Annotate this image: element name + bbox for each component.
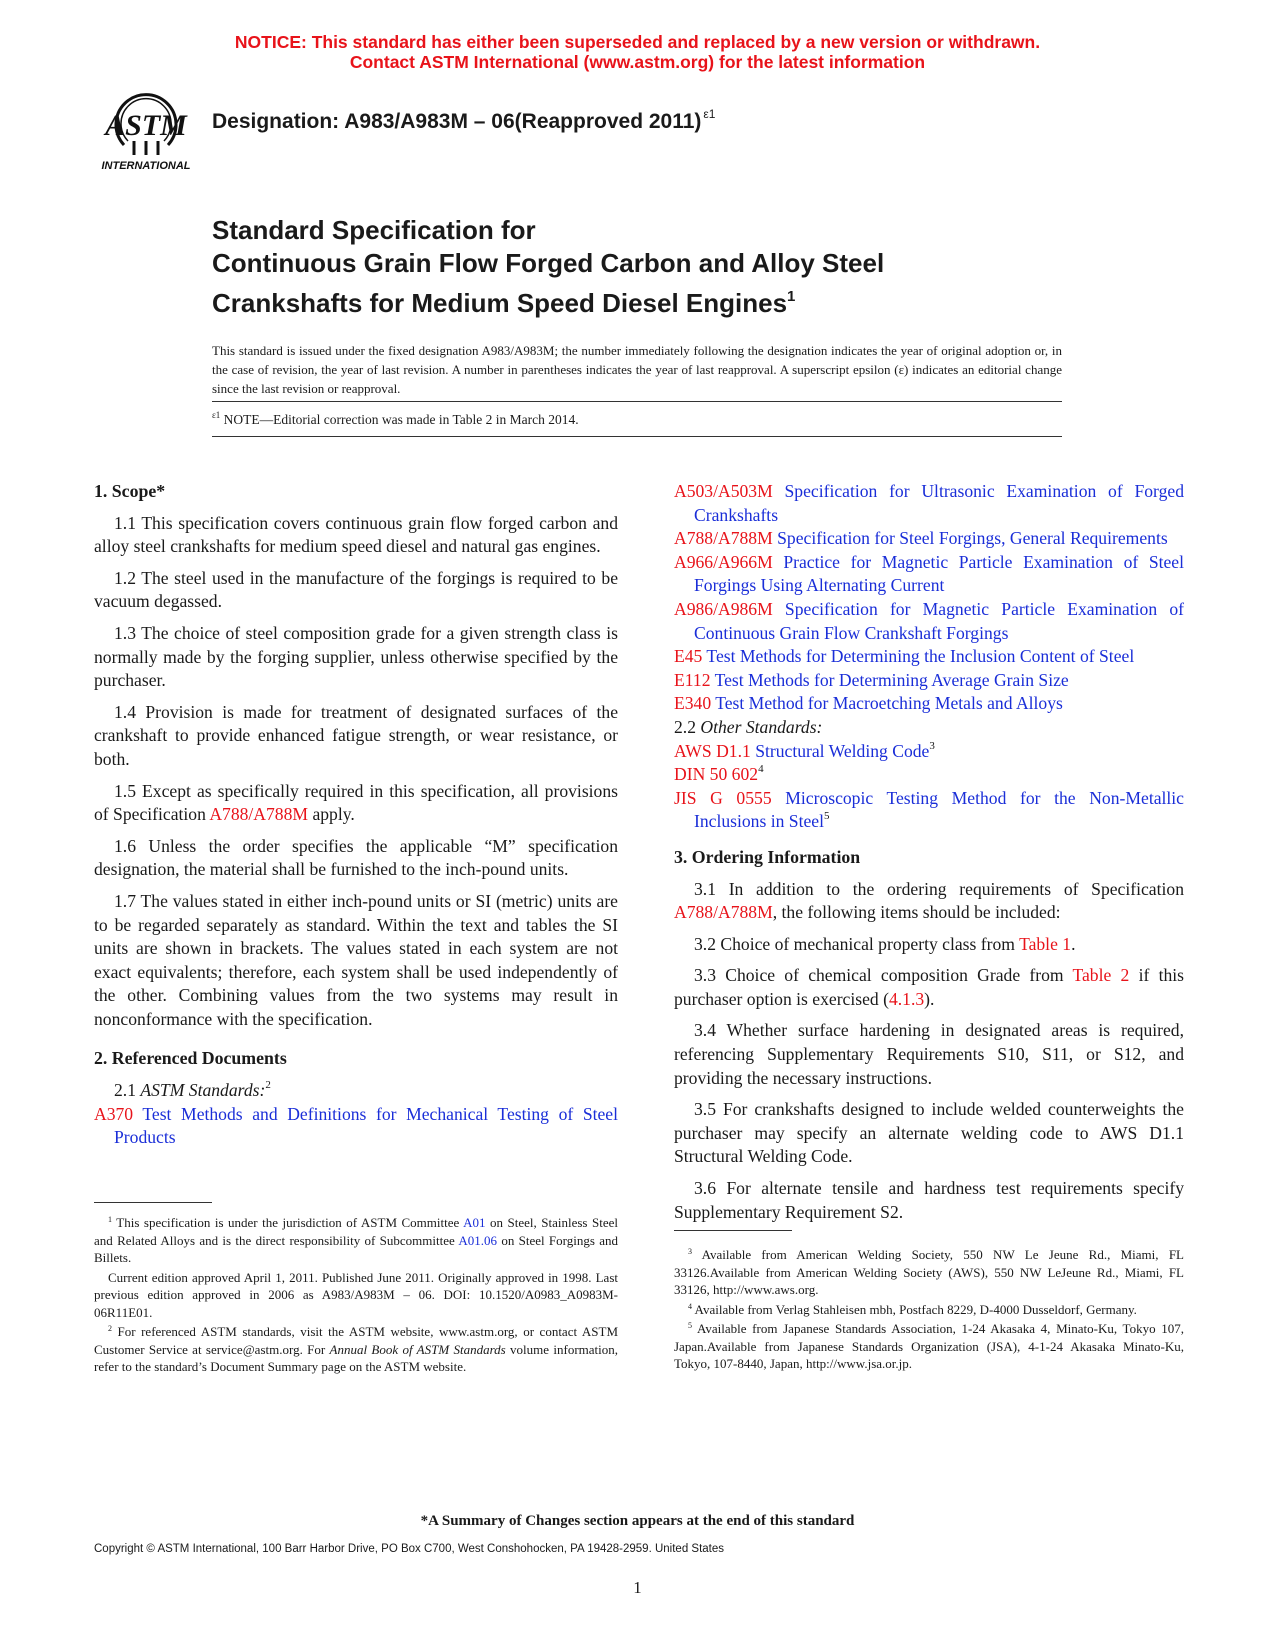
ref-jis: JIS G 0555 Microscopic Testing Method for the Non-Metallic Inclusions in Steel$^5$ xyxy=(674,787,1184,832)
ref-a370 xyxy=(94,1103,618,1150)
ref-title-link[interactable]: Specification for Magnetic Particle Examination of Continuous Grain Flow Crankshaft Forgings xyxy=(694,598,1184,643)
rule-bottom xyxy=(212,436,1062,437)
link-a370-title[interactable]: Test Methods and Definitions for Mechanical Testing of Steel Products xyxy=(114,1103,618,1148)
link-a788-ordering[interactable]: A788/A788M xyxy=(674,902,773,923)
title-line-1: Standard Specification for xyxy=(212,215,536,245)
footnotes-right xyxy=(674,1246,1184,1375)
section-ordering-heading: 3. Ordering Information xyxy=(674,846,861,867)
footnote-2: $^2$ For referenced ASTM standards, visit the ASTM website, www.astm.org, or contact ASTM Customer Service at service@astm.org. For Annual Book of ASTM Standards volume information, refer to the standard’s Document Summary page on the ASTM website. xyxy=(94,1324,619,1374)
para-1-7: 1.7 The values stated in either inch-pound units or SI (metric) units are to be regarded separately as standard. Within the text and tables the SI units are shown in brackets. The values stated in each system are not exact equivalents; therefore, each system shall be used independently of the other. Combining values from the two systems may result in nonconformance with the specification. xyxy=(94,890,618,1029)
rule-top xyxy=(212,401,1062,402)
link-aws-title[interactable]: Structural Welding Code xyxy=(750,740,930,761)
designation: Designation: A983/A983M – 06(Reapproved 2011) $^{\varepsilon 1}$ xyxy=(212,107,716,133)
ref-item xyxy=(674,692,1184,716)
para-1-5: 1.5 Except as specifically required in this specification, all provisions of Specification A788/A788M apply. xyxy=(94,780,618,825)
link-table-2[interactable]: Table 2 xyxy=(1072,965,1130,986)
logo-international-text: INTERNATIONAL xyxy=(101,160,191,172)
ref-aws: AWS D1.1 Structural Welding Code$^3$ xyxy=(674,739,935,761)
notice-line-2: Contact ASTM International (www.astm.org) for the latest information xyxy=(349,52,926,72)
section-scope-heading: 1. Scope* xyxy=(94,481,166,501)
footnote-1-edition: Current edition approved April 1, 2011. Published June 2011. Originally approved in 1998. Last previous edition approved in 2006 as A983/A983M – 06. DOI: 10.1520/A0983_A0983M-06R11E01. xyxy=(94,1269,618,1320)
left-column xyxy=(94,480,618,1150)
ref-item xyxy=(674,551,1184,598)
footnote-rule-left xyxy=(94,1202,212,1203)
copyright-line: Copyright © ASTM International, 100 Barr Harbor Drive, PO Box C700, West Conshohocken, PA 19428-2959. United States xyxy=(94,1543,725,1555)
notice-line-1: NOTICE: This standard has either been superseded and replaced by a new version or withdrawn. xyxy=(234,32,1041,52)
ref-code-link[interactable]: A986/A986M xyxy=(674,598,773,619)
para-1-6: 1.6 Unless the order specifies the applicable “M” specification designation, the material shall be furnished to the inch-pound units. xyxy=(94,835,618,880)
ref-item xyxy=(674,480,1184,527)
ref-title-link[interactable]: Specification for Ultrasonic Examination of Forged Crankshafts xyxy=(694,481,1184,525)
astm-logo xyxy=(94,83,198,175)
para-1-2: 1.2 The steel used in the manufacture of the forgings is required to be vacuum degassed. xyxy=(94,567,618,612)
footnote-4: $^4$ Available from Verlag Stahleisen mbh, Postfach 8229, D-4000 Dusseldorf, Germany. xyxy=(688,1301,1137,1317)
title-line-2: Continuous Grain Flow Forged Carbon and Alloy Steel xyxy=(212,248,885,278)
ref-title-link[interactable]: Test Methods for Determining Average Grain Size xyxy=(710,669,1069,690)
ref-code-link[interactable]: E45 xyxy=(674,646,703,667)
para-3-6: 3.6 For alternate tensile and hardness test requirements specify Supplementary Requirement S2. xyxy=(674,1178,1184,1222)
ref-code-link[interactable]: A966/A966M xyxy=(674,551,773,572)
ref-title-link[interactable]: Specification for Steel Forgings, General Requirements xyxy=(772,528,1168,549)
ref-item xyxy=(674,645,1184,669)
link-din[interactable]: DIN 50 602 xyxy=(674,764,759,785)
section-refdocs-heading: 2. Referenced Documents xyxy=(94,1048,287,1069)
ref-item xyxy=(674,669,1184,693)
footnote-5: $^5$ Available from Japanese Standards Association, 1-24 Akasaka 4, Minato-Ku, Tokyo 107, Japan.Available from Japanese Standards Organization (JSA), 4-1-24 Akasaka Minato-Ku, Tokyo, 107-8440, Japan, http://www.jsa.or.jp. xyxy=(674,1321,1184,1371)
ref-title-link[interactable]: Test Methods for Determining the Inclusion Content of Steel xyxy=(702,646,1135,667)
link-jis[interactable]: JIS G 0555 xyxy=(674,787,772,808)
logo-letters: ASTM xyxy=(105,109,187,142)
ref-din: DIN 50 $602^4$ xyxy=(674,763,764,785)
para-1-4: 1.4 Provision is made for treatment of designated surfaces of the crankshaft to provide enhanced fatigue strength, or wear resistance, or both. xyxy=(94,701,618,769)
footnotes-left xyxy=(94,1214,618,1378)
ref-item xyxy=(674,598,1184,645)
document-title xyxy=(212,214,884,320)
link-4-1-3[interactable]: 4.1.3 xyxy=(888,988,925,1009)
link-a01[interactable]: A01 xyxy=(463,1215,486,1230)
ref-code-link[interactable]: E340 xyxy=(674,693,712,714)
para-3-5: 3.5 For crankshafts designed to include welded counterweights the purchaser may specify an alternate welding code to AWS D1.1 Structural Welding Code. xyxy=(674,1099,1184,1167)
designation-epsilon: ε1 xyxy=(703,107,716,121)
link-table-1[interactable]: Table 1 xyxy=(1019,933,1072,954)
footnote-3: $^3$ Available from American Welding Society, 550 NW Le Jeune Rd., Miami, FL 33126.Available from American Welding Society (AWS), 550 NW LeJeune Rd., Miami, FL 33126, http://www.aws.org. xyxy=(674,1247,1184,1297)
ref-title-link[interactable]: Practice for Magnetic Particle Examination of Steel Forgings Using Alternating Current xyxy=(694,551,1184,596)
other-standards-label: 2.2 Other Standards: xyxy=(674,716,823,737)
footnote-1: $^1$ This specification is under the jurisdiction of ASTM Committee A01 on Steel, Stainless Steel and Related Alloys and is the direct responsibility of Subcommittee A01.06 on Steel Forgings and Billets. xyxy=(94,1215,618,1265)
astm-standards-label: 2.1 ASTM Standards:$^2$ xyxy=(114,1079,271,1101)
para-1-1: 1.1 This specification covers continuous grain flow forged carbon and alloy steel crankshafts for medium speed diesel and natural gas engines. xyxy=(94,512,618,557)
withdrawal-notice xyxy=(0,32,1275,72)
ref-item xyxy=(674,527,1184,551)
para-3-4: 3.4 Whether surface hardening in designated areas is required, referencing Supplementary Requirements S10, S11, or S12, and providing the necessary instructions. xyxy=(674,1020,1184,1088)
summary-of-changes-note: *A Summary of Changes section appears at the end of this standard xyxy=(420,1513,855,1529)
title-footnote-ref: 1 xyxy=(787,288,796,305)
reference-list xyxy=(674,480,1184,716)
para-3-3: 3.3 Choice of chemical composition Grade from Table 2 if this purchaser option is exercised (4.1.3). xyxy=(674,965,1184,1009)
link-a370[interactable]: A370 xyxy=(94,1103,134,1124)
ref-code-link[interactable]: A503/A503M xyxy=(674,481,773,501)
issuance-statement: This standard is issued under the fixed designation A983/A983M; the number immediately following the designation indicates the year of original adoption or, in the case of revision, the year of last revision. A number in parentheses indicates the year of last reapproval. A superscript epsilon (ε) indicates an editorial change since the last revision or reapproval. xyxy=(212,343,1062,396)
link-aws[interactable]: AWS D1.1 xyxy=(674,740,751,761)
link-a01-06[interactable]: A01.06 xyxy=(458,1232,498,1248)
title-line-3: Crankshafts for Medium Speed Diesel Engines$^1$ xyxy=(212,288,796,318)
para-1-3: 1.3 The choice of steel composition grade for a given strength class is normally made by the forging supplier, unless otherwise specified by the purchaser. xyxy=(94,622,618,691)
editorial-note: $^{\varepsilon 1}$ NOTE—Editorial correction was made in Table 2 in March 2014. xyxy=(212,410,579,427)
footnote-rule-right xyxy=(674,1230,792,1231)
page-number: 1 xyxy=(633,1578,642,1597)
link-a788[interactable]: A788/A788M xyxy=(209,804,309,825)
para-3-2: 3.2 Choice of mechanical property class from Table 1. xyxy=(694,933,1076,954)
link-jis-title[interactable]: Microscopic Testing Method for the Non-Metallic Inclusions in Steel xyxy=(694,787,1184,832)
ref-title-link[interactable]: Test Method for Macroetching Metals and Alloys xyxy=(711,693,1063,714)
right-column xyxy=(674,480,1184,1232)
ref-code-link[interactable]: A788/A788M xyxy=(674,528,773,549)
para-3-1: 3.1 In addition to the ordering requirements of Specification A788/A788M, the following items should be included: xyxy=(674,878,1184,923)
ref-code-link[interactable]: E112 xyxy=(674,669,711,690)
